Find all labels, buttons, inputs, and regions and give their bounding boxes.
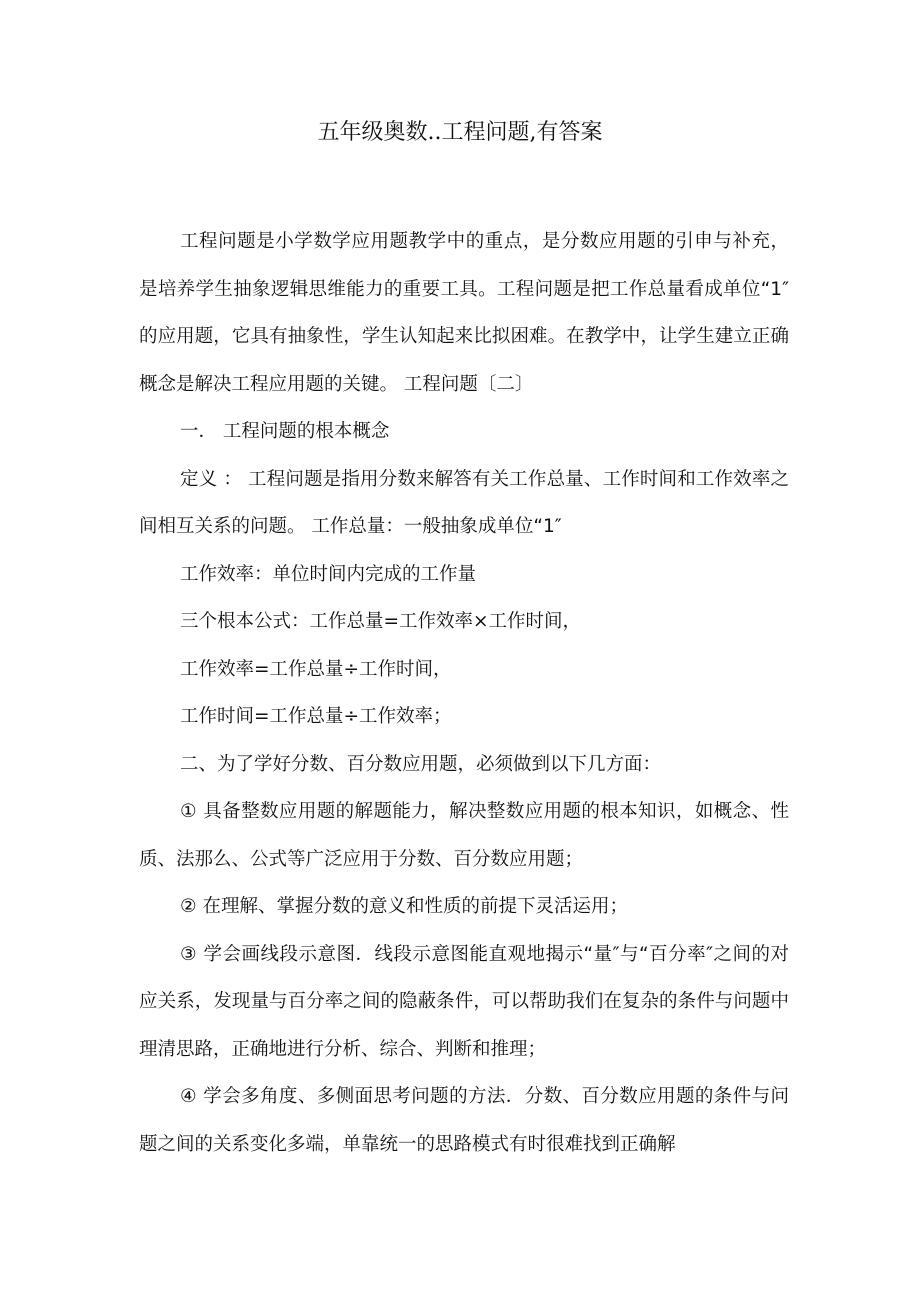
heading-study-tips: 二、为了学好分数、百分数应用题，必须做到以下几方面： [180, 753, 662, 775]
list-item-3: ③ 学会画线段示意图．线段示意图能直观地揭示“量″与“百分率″之间的对应关系，发现量与百分率之间的隐蔽条件，可以帮助我们在复杂的条件与问题中理清思路，正确地进行分析、综合、判断和推理； [139, 943, 789, 1060]
list-item-2: ② 在理解、掌握分数的意义和性质的前提下灵活运用； [180, 896, 628, 917]
document-body [139, 218, 789, 1168]
formula-total-work: 三个根本公式：工作总量=工作效率×工作时间， [180, 611, 582, 632]
document-title: 五年级奥数..工程问题,有答案 [317, 120, 603, 145]
paragraph-definition: 定义 ： 工程问题是指用分数来解答有关工作总量、工作时间和工作效率之间相互关系的问题。 工作总量：一般抽象成单位“1″ [139, 468, 789, 537]
formula-efficiency: 工作效率=工作总量÷工作时间， [180, 658, 452, 680]
list-item-1: ① 具备整数应用题的解题能力，解决整数应用题的根本知识，如概念、性质、法那么、公式等广泛应用于分数、百分数应用题； [139, 801, 789, 870]
formula-time: 工作时间=工作总量÷工作效率； [180, 706, 452, 727]
paragraph-work-efficiency: 工作效率：单位时间内完成的工作量 [180, 563, 477, 585]
list-item-4: ④ 学会多角度、多侧面思考问题的方法．分数、百分数应用题的条件与问题之间的关系变化多端，单靠统一的思路模式有时很难找到正确解 [139, 1086, 789, 1155]
paragraph-intro: 工程问题是小学数学应用题教学中的重点，是分数应用题的引申与补充，是培养学生抽象逻辑思维能力的重要工具。工程问题是把工作总量看成单位“1″的应用题，它具有抽象性，学生认知起来比拟困难。在教学中，让学生建立正确概念是解决工程应用题的关键。 工程问题〔二〕 [139, 231, 789, 395]
heading-basic-concepts: 一． 工程问题的根本概念 [180, 421, 390, 442]
